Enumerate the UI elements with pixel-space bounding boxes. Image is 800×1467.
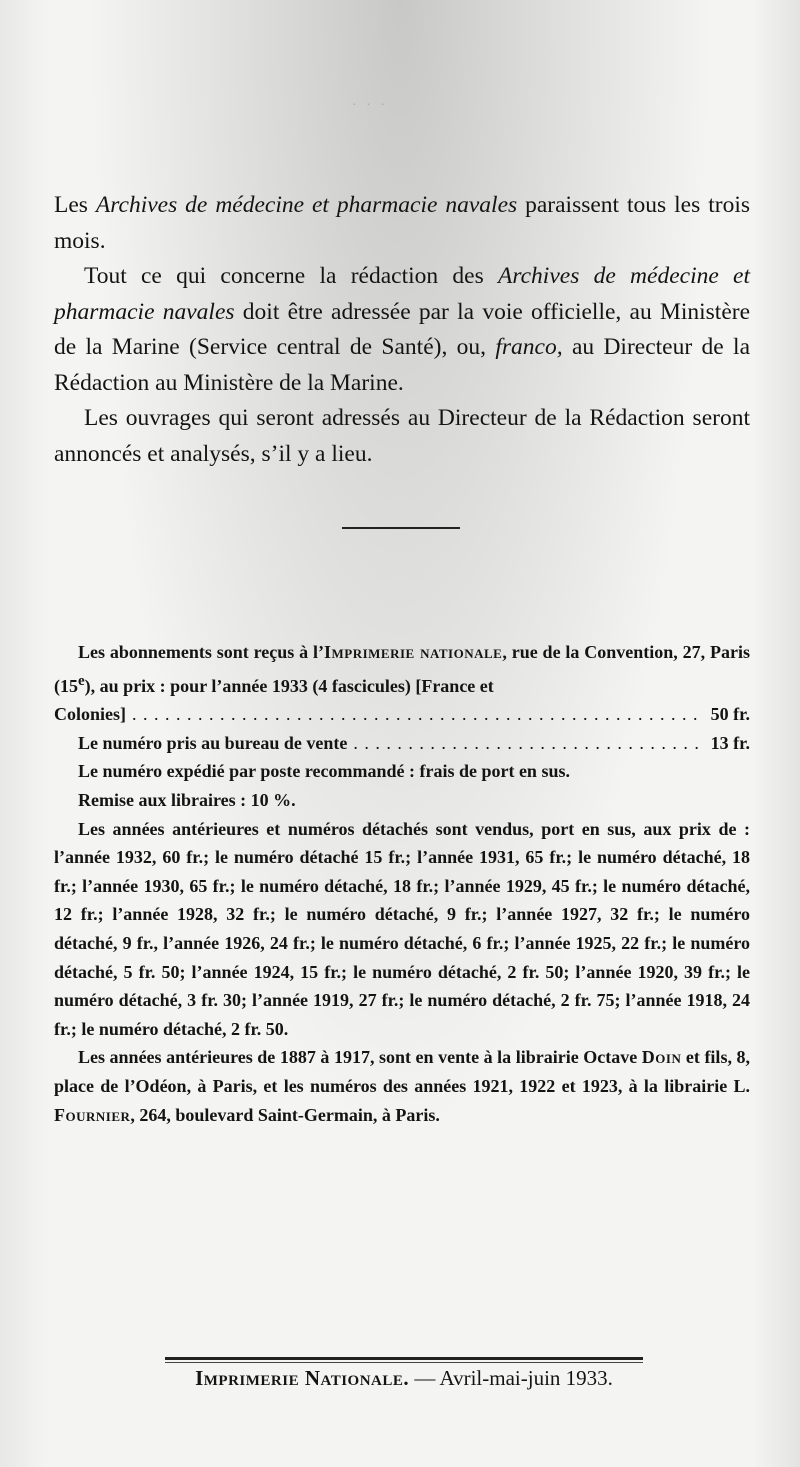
intro-section: [54, 188, 750, 472]
sub-text: Les années antérieures de 1887 à 1917, sont en vente à la librairie Octave: [78, 1047, 642, 1068]
sub-text: , rue de la Convention, 27, Paris (15: [54, 642, 750, 696]
intro-text: Les: [54, 192, 96, 218]
imprint-footer: [150, 1366, 658, 1391]
subscription-paragraph-1: [54, 638, 750, 700]
intro-text: au Directeur de la Rédaction au Ministère de la Marine.: [54, 334, 750, 396]
journal-title: Archives de médecine et pharmacie navales: [54, 263, 750, 325]
price-row-annual: [54, 700, 750, 729]
sub-text: et fils, 8, place de l’Odéon, à Paris, et les numéros des années 1921, 1922 et 1923, à la librairie L.: [54, 1047, 750, 1096]
single-issue-label: Le numéro pris au bureau de vente: [78, 732, 348, 753]
dot-leader: [132, 700, 705, 729]
intro-paragraph-3: Les ouvrages qui seront adressés au Directeur de la Rédaction seront annoncés et analysés, s’il y a lieu.: [54, 405, 750, 467]
sub-text: , 264, boulevard Saint-Germain, à Paris.: [130, 1104, 440, 1125]
subscription-paragraph-3: Le numéro expédié par poste recommandé : frais de port en sus.: [78, 761, 570, 782]
footer-rule: [165, 1357, 643, 1360]
price-row-single: [54, 729, 750, 758]
subscription-paragraph-6: [54, 1043, 750, 1129]
section-divider: [342, 527, 460, 529]
intro-text: doit être adressée par la voie officielle, au Ministère de la Marine (Service central de Santé), ou,: [54, 298, 751, 360]
imprimerie-name: Imprimerie nationale: [323, 642, 503, 662]
subscription-paragraph-4: Remise aux libraires : 10 %.: [78, 789, 296, 810]
intro-paragraph-2: [54, 259, 750, 401]
sub-text: Colonies]: [54, 704, 126, 725]
franco-word: franco,: [495, 334, 563, 360]
imprint-date: — Avril-mai-juin 1933.: [409, 1366, 613, 1390]
subscription-section: [54, 638, 750, 1129]
subscription-paragraph-5: Les années antérieures et numéros détachés sont vendus, port en sus, aux prix de : l’année 1932, 60 fr.; le numéro détaché 15 fr.; l’année 1931, 65 fr.; le numéro détaché, 18 fr.; l’année 1930, 65 fr.; le numéro détaché, 18 fr.; l’année 1929, 45 fr.; le numéro détaché, 12 fr.; l’année 1928, 32 fr.; le numéro détaché, 9 fr.; l’année 1927, 32 fr.; le numéro détaché, 9 fr., l’année 1926, 24 fr.; le numéro détaché, 6 fr.; l’année 1925, 22 fr.; le numéro détaché, 5 fr. 50; l’année 1924, 15 fr.; le numéro détaché, 2 fr. 50; l’année 1920, 39 fr.; le numéro détaché, 3 fr. 30; l’année 1919, 27 fr.; le numéro détaché, 2 fr. 75; l’année 1918, 24 fr.; le numéro détaché, 2 fr. 50.: [54, 818, 750, 1039]
intro-text: paraissent tous les trois mois.: [54, 192, 750, 254]
intro-text: Tout ce qui concerne la rédaction des: [84, 263, 498, 289]
intro-paragraph-1: [54, 188, 750, 259]
sub-text: ), au prix : pour l’année 1933 (4 fascicules) [France et: [84, 675, 494, 696]
annual-price: 50 fr.: [710, 704, 750, 725]
bookseller-name: Fournier: [54, 1104, 131, 1125]
journal-title: Archives de médecine et pharmacie navales: [95, 192, 518, 218]
publisher-name: Doin: [641, 1047, 682, 1068]
sub-text: Les abonnements sont reçus à l’: [78, 642, 324, 662]
single-issue-price: 13 fr.: [710, 732, 750, 753]
imprint-name: Imprimerie Nationale.: [195, 1366, 410, 1390]
dot-leader: [353, 729, 704, 758]
superscript: e: [78, 672, 85, 689]
bleed-through-artifact: · · ·: [352, 98, 388, 113]
footer-rule-thin: [165, 1362, 643, 1363]
